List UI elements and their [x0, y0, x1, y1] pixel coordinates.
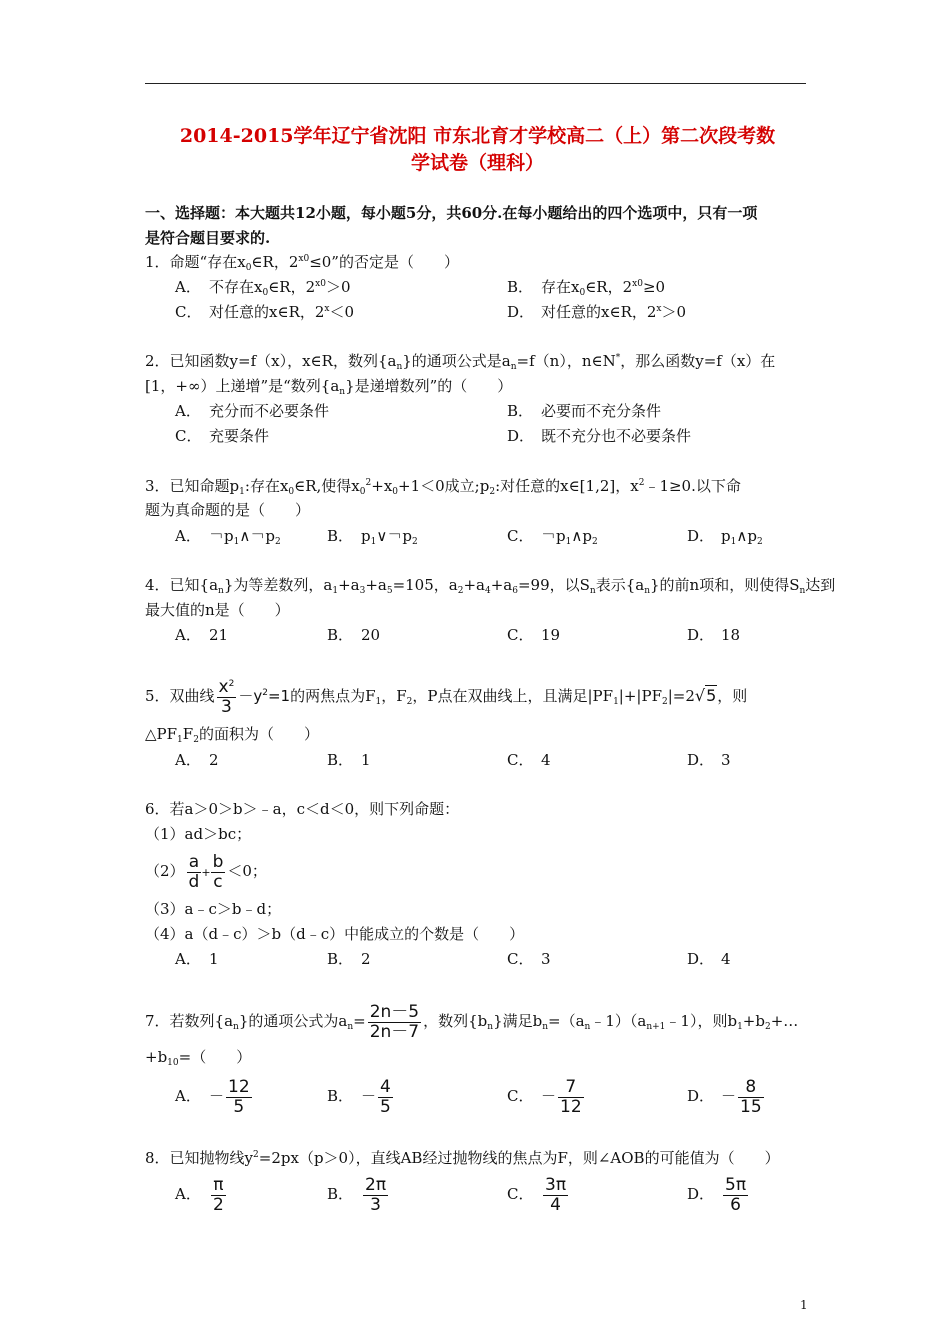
- section-heading-line-1: 一、选择题：本大题共12小题，每小题5分，共60分.在每小题给出的四个选项中，只有一项: [145, 204, 758, 222]
- q2-option-c: [175, 426, 269, 446]
- option-key: D．: [687, 950, 715, 968]
- page-title: [145, 123, 810, 177]
- q5-option-c-text: 4: [541, 751, 551, 769]
- option-key: C．: [507, 950, 534, 968]
- page-number: 1: [800, 1298, 808, 1312]
- q2-option-d: [507, 426, 691, 446]
- option-key: A．: [175, 950, 201, 968]
- option-key: C．: [507, 626, 534, 644]
- q1-option-c: C． 对任意的x∈R，$2^x<0$: [175, 303, 355, 321]
- q6-option-a: [175, 949, 219, 969]
- option-key: D．: [687, 527, 715, 545]
- q4-option-c: [507, 625, 560, 645]
- section-heading-line-2: 是符合题目要求的.: [145, 229, 271, 247]
- q2-stem-line-2: [1，+∞）上递增”是“数列$\{a_n\}$是递增数列”的（ ）: [145, 377, 513, 397]
- q3-stem-line-2: 题为真命题的是（ ）: [145, 501, 311, 519]
- option-key: C．: [507, 751, 534, 769]
- q6-fraction-a-d: $\frac{a}{d}$: [188, 851, 200, 892]
- title-line-1: 2014-2015学年辽宁省沈阳 市东北育才学校高二（上）第二次段考数: [179, 125, 776, 147]
- q7-option-c: C． － $\frac{7}{12}$: [507, 1074, 586, 1118]
- q6-fraction-b-c: $\frac{b}{c}$: [212, 851, 224, 892]
- q4-stem-line-1: 4．已知$\{a_n\}$为等差数列，$a_1+a_3+a_5=105$，$a_2+a_4+a_6=99$，以$S_n$表示$\{a_n\}$的前n项和，则使得$S_n$达到: [145, 576, 836, 596]
- q2-option-b: [507, 401, 661, 421]
- q5-option-a: [175, 750, 219, 770]
- q5-fraction: $\frac{x^2}{3}$: [218, 676, 235, 717]
- q4-option-b-text: 20: [361, 626, 381, 644]
- option-key: D．: [687, 626, 715, 644]
- q8-option-b: [327, 1172, 390, 1216]
- q2-option-c-text: 充要条件: [209, 427, 270, 445]
- q6-option-b-text: 2: [361, 950, 371, 968]
- option-key: B．: [327, 527, 354, 545]
- q5-option-a-text: 2: [209, 751, 219, 769]
- q6-option-c: [507, 949, 551, 969]
- option-key: C．: [175, 427, 202, 445]
- option-key: A．: [175, 278, 201, 296]
- q7-option-c-fraction: $\frac{7}{12}$: [560, 1076, 582, 1117]
- q2-option-a-text: 充分而不必要条件: [209, 402, 330, 420]
- q1-option-b: B． 存在$x_0\in R$，$2^{x0}\ge 0$: [507, 278, 666, 298]
- option-key: C．: [175, 303, 202, 321]
- q6-option-d: [687, 949, 731, 969]
- q7-option-d: D． － $\frac{8}{15}$: [687, 1074, 766, 1118]
- q3-option-c: C． ￢$p_1\wedge p_2$: [507, 527, 598, 547]
- option-key: B．: [327, 626, 354, 644]
- q2-option-d-text: 既不充分也不必要条件: [541, 427, 692, 445]
- q7-stem-line-1: 7．若数列$\{a_n\}$的通项公式为$a_n=$ $\frac{2n-5}{2n-7}$ ，数列$\{b_n\}$满足$b_n=(a_n﹣1)(a_{n+1}﹣1)$，则$b_1+b_2+\dots$: [145, 1001, 799, 1042]
- q8-option-c-fraction: $\frac{3\pi}{4}$: [545, 1174, 567, 1215]
- sqrt-symbol: √5: [694, 686, 717, 705]
- option-key: A．: [175, 527, 201, 545]
- option-key: B．: [507, 402, 534, 420]
- q8-option-d: [687, 1172, 750, 1216]
- q6-stem: 6．若a＞0＞b＞﹣a，c＜d＜0，则下列命题：: [145, 800, 460, 818]
- q8-stem: 8．已知抛物线$y^2=2px(p>0)$，直线AB经过抛物线的焦点为F，则∠AOB的可能值为（ ）: [145, 1149, 780, 1167]
- q6-proposition-2: （2） $\frac{a}{d}$ + $\frac{b}{c}$ ＜0；: [145, 851, 267, 892]
- q6-option-a-text: 1: [209, 950, 219, 968]
- q2-stem-line-1: 2．已知函数y=f（x），x∈R，数列$\{a_n\}$的通项公式是$a_n=f(n)$，n∈N*，那么函数y=f（x）在: [145, 352, 776, 372]
- option-key: D．: [507, 303, 535, 321]
- q8-option-c: [507, 1172, 570, 1216]
- q6-proposition-3: （3）a﹣c＞b﹣d；: [145, 900, 282, 918]
- option-key: A．: [175, 1087, 201, 1105]
- option-key: B．: [327, 950, 354, 968]
- q5-option-b: [327, 750, 371, 770]
- q7-stem-line-2: $+b_{10}=$（ ）: [145, 1048, 252, 1068]
- title-line-2: 学试卷（理科）: [410, 152, 544, 174]
- q5-option-b-text: 1: [361, 751, 371, 769]
- q4-option-a-text: 21: [209, 626, 229, 644]
- q2-option-a: [175, 401, 329, 421]
- option-key: C．: [507, 527, 534, 545]
- q5-stem-line-2: $\triangle PF_1F_2$的面积为（ ）: [145, 725, 319, 745]
- q1-stem: 1．命题“存在$x_0\in R$，$2^{x0}\le 0$”的否定是（ ）: [145, 253, 459, 273]
- q6-proposition-1: （1）ad＞bc；: [145, 825, 252, 843]
- q7-option-b-fraction: $\frac{4}{5}$: [380, 1076, 391, 1117]
- q6-option-c-text: 3: [541, 950, 551, 968]
- q2-option-b-text: 必要而不充分条件: [541, 402, 662, 420]
- q5-stem-line-1: 5．双曲线 $\frac{x^2}{3}$ $-y^2=1$的两焦点为$F_1$，$F_2$，P点在双曲线上，且满足$|PF_1|+|PF_2|=2√5$，则: [145, 676, 748, 717]
- q5-option-d-text: 3: [721, 751, 731, 769]
- q6-proposition-4: （4）a（d﹣c）＞b（d﹣c）中能成立的个数是（ ）: [145, 925, 525, 943]
- q8-option-a-fraction: $\frac{\pi}{2}$: [213, 1174, 224, 1215]
- q5-option-d: [687, 750, 731, 770]
- q4-stem-line-2: 最大值的n是（ ）: [145, 601, 290, 619]
- q4-option-a: [175, 625, 228, 645]
- q1-option-a: A． 不存在$x_0\in R$，$2^{x0}>0$: [175, 278, 351, 298]
- option-key: B．: [507, 278, 534, 296]
- q8-option-d-fraction: $\frac{5\pi}{6}$: [725, 1174, 747, 1215]
- q7-option-a: A． － $\frac{12}{5}$: [175, 1074, 254, 1118]
- q7-option-a-fraction: $\frac{12}{5}$: [228, 1076, 250, 1117]
- option-key: B．: [327, 1185, 354, 1203]
- option-key: D．: [687, 751, 715, 769]
- q3-option-a: A． ￢$p_1\wedge$￢$p_2$: [175, 527, 281, 547]
- option-key: A．: [175, 402, 201, 420]
- option-key: A．: [175, 751, 201, 769]
- option-key: A．: [175, 1185, 201, 1203]
- header-rule: [145, 83, 806, 84]
- option-key: A．: [175, 626, 201, 644]
- q1-option-d: D． 对任意的x∈R，$2^x>0$: [507, 303, 687, 321]
- q7-option-b: B． － $\frac{4}{5}$: [327, 1074, 395, 1118]
- q8-option-a: [175, 1172, 228, 1216]
- q6-option-b: [327, 949, 371, 969]
- option-key: B．: [327, 1087, 354, 1105]
- q4-option-d-text: 18: [721, 626, 741, 644]
- q4-option-b: [327, 625, 380, 645]
- option-key: D．: [687, 1087, 715, 1105]
- q3-option-d: D． $p_1\wedge p_2$: [687, 527, 763, 547]
- option-key: B．: [327, 751, 354, 769]
- q6-option-d-text: 4: [721, 950, 731, 968]
- q5-option-c: [507, 750, 551, 770]
- q3-option-b: B． $p_1\vee$￢$p_2$: [327, 527, 418, 547]
- q8-option-b-fraction: $\frac{2\pi}{3}$: [365, 1174, 387, 1215]
- q4-option-d: [687, 625, 740, 645]
- option-key: D．: [507, 427, 535, 445]
- option-key: C．: [507, 1087, 534, 1105]
- q3-stem-line-1: 3．已知命题$p_1$:存在$x_0\in R$,使得$x_0^2+x_0+1<0$成立$;p_2$:对任意的x∈[1,2]，$x^2﹣1\ge 0$.以下命: [145, 477, 741, 497]
- q7-option-d-fraction: $\frac{8}{15}$: [740, 1076, 762, 1117]
- option-key: C．: [507, 1185, 534, 1203]
- q7-fraction: $\frac{2n-5}{2n-7}$: [369, 1001, 420, 1042]
- q4-option-c-text: 19: [541, 626, 561, 644]
- option-key: D．: [687, 1185, 715, 1203]
